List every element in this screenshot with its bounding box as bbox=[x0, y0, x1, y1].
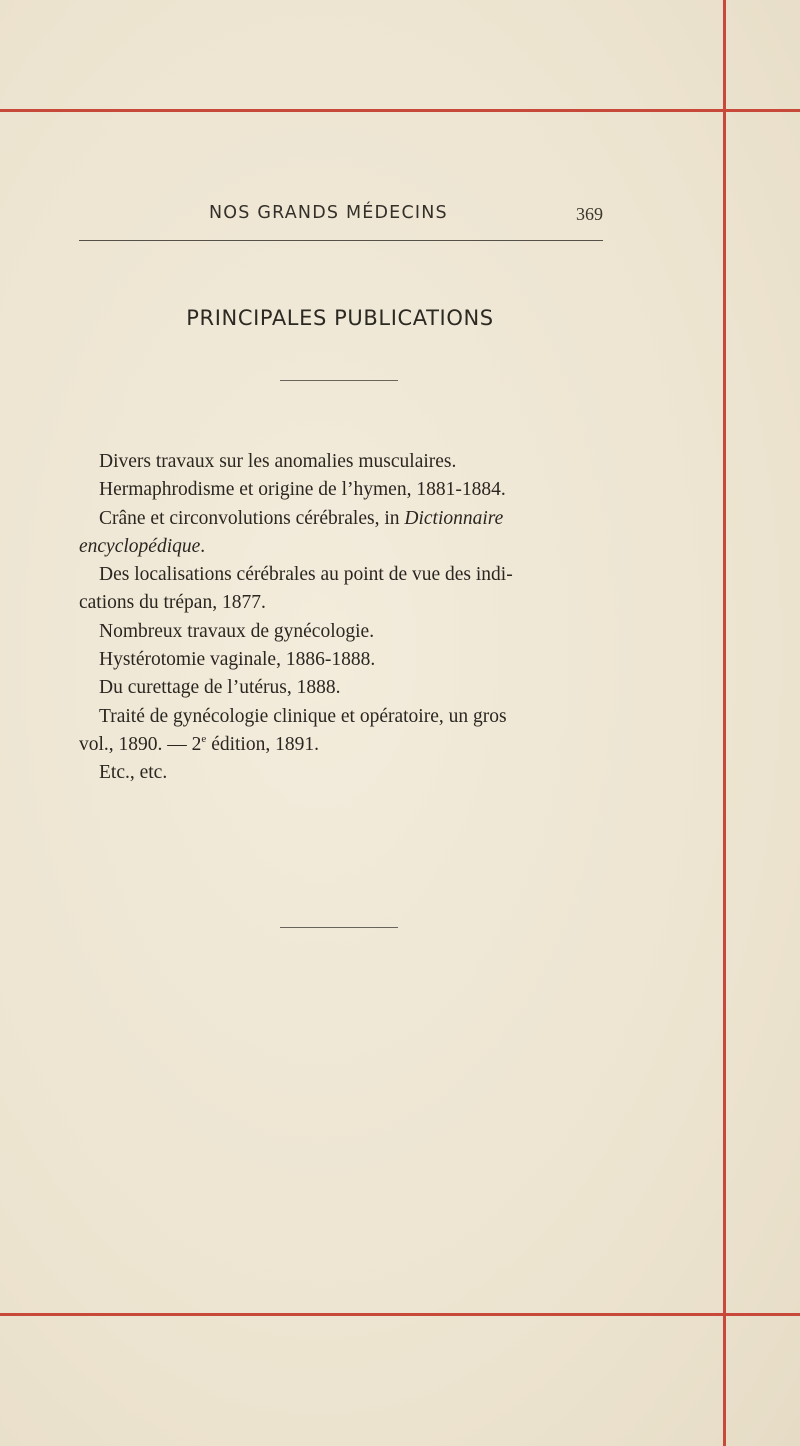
red-rule-bottom bbox=[0, 1313, 800, 1316]
red-rule-top bbox=[0, 109, 800, 112]
publication-item: Etc., etc. bbox=[99, 762, 168, 784]
publication-italic: encyclopédique bbox=[79, 535, 201, 557]
publication-item-continued bbox=[79, 731, 619, 759]
publication-item-continued bbox=[79, 533, 619, 561]
publication-item: Traité de gynécologie clinique et opératoire, un gros bbox=[99, 705, 507, 727]
running-head: NOS GRANDS MÉDECINS bbox=[209, 203, 448, 223]
publication-text: vol., 1890. — 2 bbox=[79, 733, 202, 755]
divider-bottom bbox=[280, 927, 398, 928]
red-rule-right bbox=[723, 0, 726, 1446]
publication-italic: Dictionnaire bbox=[404, 507, 504, 529]
page-number: 369 bbox=[576, 204, 603, 224]
publication-list bbox=[79, 448, 619, 788]
publication-item: Des localisations cérébrales au point de vue des indi- bbox=[99, 564, 513, 586]
publication-text: édition, 1891. bbox=[206, 733, 319, 755]
divider-top bbox=[280, 380, 398, 381]
section-title: PRINCIPALES PUBLICATIONS bbox=[186, 306, 494, 330]
publication-item: Hystérotomie vaginale, 1886-1888. bbox=[99, 649, 376, 671]
publication-item: Nombreux travaux de gynécologie. bbox=[99, 620, 375, 642]
publication-item: Du curettage de l’utérus, 1888. bbox=[99, 677, 341, 699]
publication-item-continued: cations du trépan, 1877. bbox=[79, 592, 266, 614]
header-rule bbox=[79, 240, 603, 241]
superscript: e bbox=[201, 732, 207, 745]
publication-text: . bbox=[200, 535, 206, 557]
publication-item: Divers travaux sur les anomalies musculaires. bbox=[99, 451, 457, 472]
publication-text: Crâne et circonvolutions cérébrales, in bbox=[99, 507, 405, 529]
publication-item bbox=[79, 505, 619, 533]
publication-item: Hermaphrodisme et origine de l’hymen, 1881-1884. bbox=[99, 479, 506, 501]
